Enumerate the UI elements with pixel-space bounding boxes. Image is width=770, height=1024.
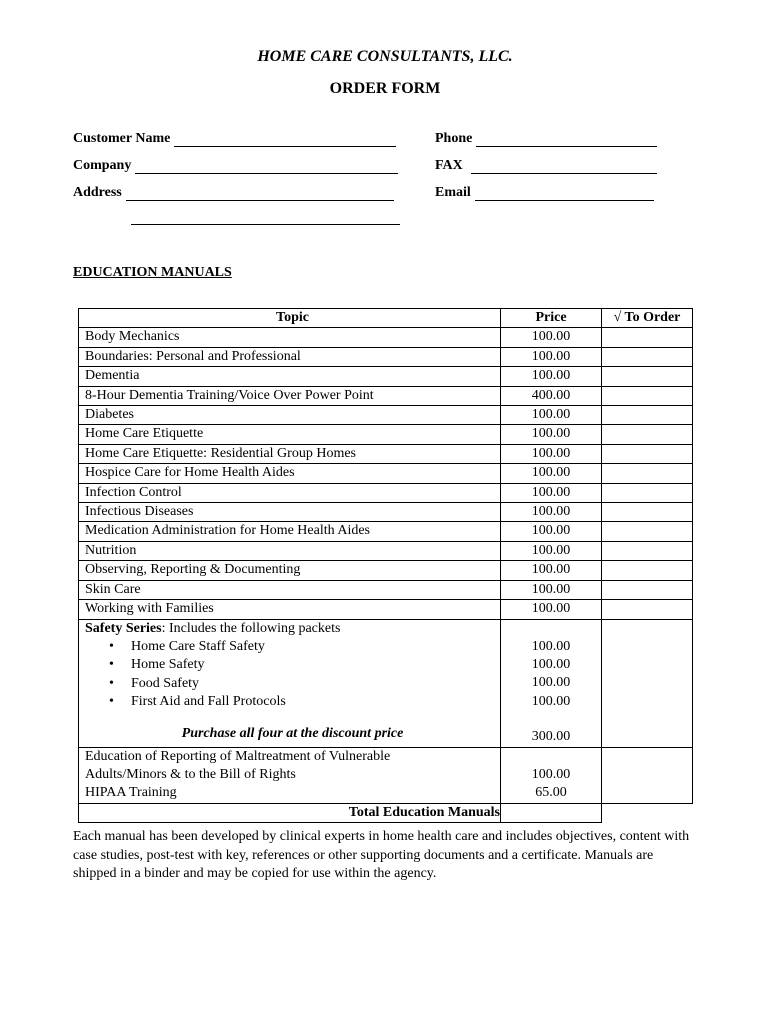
price-cell: 100.00 xyxy=(501,503,602,522)
safety-item-price: 100.00 xyxy=(531,656,571,672)
price-cell: 100.00 xyxy=(501,425,602,444)
table-row xyxy=(79,386,693,405)
fax-line[interactable] xyxy=(471,161,657,174)
topic-cell: Skin Care xyxy=(79,580,501,599)
safety-series-desc: : Includes the following packets xyxy=(161,620,341,636)
order-header xyxy=(602,309,693,328)
price-cell: 100.00 xyxy=(501,561,602,580)
order-cell[interactable] xyxy=(602,386,693,405)
price-cell: 100.00 xyxy=(501,522,602,541)
education-manuals-table xyxy=(78,308,693,823)
fax-field[interactable] xyxy=(435,158,657,174)
table-row xyxy=(79,483,693,502)
order-cell[interactable] xyxy=(602,367,693,386)
company-name: HOME CARE CONSULTANTS, LLC. xyxy=(257,48,513,65)
price-cell: 100.00 xyxy=(501,600,602,619)
maltreatment-line-1: Education of Reporting of Maltreatment of Vulnerable xyxy=(85,748,391,764)
safety-item: • Food Safety xyxy=(85,675,500,693)
order-cell[interactable] xyxy=(602,406,693,425)
topic-cell: Home Care Etiquette: Residential Group Homes xyxy=(79,444,501,463)
maltreatment-price-cell xyxy=(501,747,602,803)
price-cell: 400.00 xyxy=(501,386,602,405)
order-cell[interactable] xyxy=(602,600,693,619)
topic-cell: Working with Families xyxy=(79,600,501,619)
order-cell[interactable] xyxy=(602,747,693,803)
topic-cell: Infectious Diseases xyxy=(79,503,501,522)
topic-header: Topic xyxy=(79,309,501,328)
topic-cell: Dementia xyxy=(79,367,501,386)
price-cell: 100.00 xyxy=(501,367,602,386)
order-cell[interactable] xyxy=(602,561,693,580)
table-header-row xyxy=(79,309,693,328)
customer-name-field[interactable] xyxy=(73,131,396,147)
description-paragraph: Each manual has been developed by clinical experts in home health care and includes objectives, content with case studies, post-test with key, references or other supporting documents and a certificate. Manuals are shipped in a binder and may be copied for use within the agency. xyxy=(73,829,690,881)
order-cell[interactable] xyxy=(602,464,693,483)
address-line[interactable] xyxy=(126,188,394,201)
order-cell[interactable] xyxy=(602,328,693,347)
hipaa-price: 65.00 xyxy=(535,784,567,800)
order-cell[interactable] xyxy=(602,425,693,444)
hipaa-topic: HIPAA Training xyxy=(85,785,177,801)
table-row xyxy=(79,464,693,483)
address-line-2[interactable] xyxy=(131,224,400,225)
table-row xyxy=(79,444,693,463)
topic-cell: 8-Hour Dementia Training/Voice Over Power Point xyxy=(79,386,501,405)
spacer xyxy=(501,711,601,728)
price-cell: 100.00 xyxy=(501,580,602,599)
phone-line[interactable] xyxy=(476,134,657,147)
table-row xyxy=(79,541,693,560)
table-row xyxy=(79,503,693,522)
table-row xyxy=(79,522,693,541)
order-cell[interactable] xyxy=(602,483,693,502)
safety-series-row xyxy=(79,619,693,747)
price-cell: 100.00 xyxy=(501,541,602,560)
price-cell: 100.00 xyxy=(501,347,602,366)
order-cell[interactable] xyxy=(602,444,693,463)
safety-item: • Home Care Staff Safety xyxy=(85,638,500,656)
order-cell[interactable] xyxy=(602,619,693,747)
topic-cell: Infection Control xyxy=(79,483,501,502)
company-line[interactable] xyxy=(135,161,398,174)
safety-series-cell xyxy=(79,619,501,747)
safety-prices-cell xyxy=(501,619,602,747)
table-row xyxy=(79,347,693,366)
price-cell: 100.00 xyxy=(501,444,602,463)
order-cell[interactable] xyxy=(602,503,693,522)
topic-cell: Hospice Care for Home Health Aides xyxy=(79,464,501,483)
table-row xyxy=(79,747,693,803)
table-row xyxy=(79,328,693,347)
address-field[interactable] xyxy=(73,185,394,201)
price-header: Price xyxy=(501,309,602,328)
phone-field[interactable] xyxy=(435,131,657,147)
empty-cell xyxy=(602,803,693,822)
safety-item-price: 100.00 xyxy=(531,693,571,709)
topic-cell: Home Care Etiquette xyxy=(79,425,501,444)
spacer xyxy=(501,620,601,638)
maltreatment-line-2: Adults/Minors & to the Bill of Rights xyxy=(85,766,296,782)
topic-cell: Observing, Reporting & Documenting xyxy=(79,561,501,580)
topic-cell: Body Mechanics xyxy=(79,328,501,347)
order-cell[interactable] xyxy=(602,541,693,560)
company-field[interactable] xyxy=(73,158,398,174)
address-label: Address xyxy=(73,185,122,200)
table-row xyxy=(79,406,693,425)
table-row xyxy=(79,561,693,580)
total-row xyxy=(79,803,693,822)
table-row xyxy=(79,600,693,619)
price-cell: 100.00 xyxy=(501,406,602,425)
discount-label: Purchase all four at the discount price xyxy=(181,725,404,741)
safety-item: • Home Safety xyxy=(85,656,500,674)
safety-item: • First Aid and Fall Protocols xyxy=(85,693,500,711)
price-cell: 100.00 xyxy=(501,464,602,483)
order-header-label: √ To Order xyxy=(613,310,681,325)
maltreatment-cell xyxy=(79,747,501,803)
safety-item-price: 100.00 xyxy=(531,638,571,654)
total-label: Total Education Manuals xyxy=(79,803,501,822)
email-field[interactable] xyxy=(435,185,654,201)
phone-label: Phone xyxy=(435,131,473,146)
maltreatment-price: 100.00 xyxy=(531,766,571,782)
fax-label: FAX xyxy=(435,158,463,173)
topic-cell: Medication Administration for Home Health Aides xyxy=(79,522,501,541)
spacer xyxy=(501,748,601,766)
price-cell: 100.00 xyxy=(501,483,602,502)
total-value-cell[interactable] xyxy=(501,803,602,822)
table-row xyxy=(79,580,693,599)
discount-price: 300.00 xyxy=(531,729,571,745)
topic-cell: Boundaries: Personal and Professional xyxy=(79,347,501,366)
order-cell[interactable] xyxy=(602,347,693,366)
table-row xyxy=(79,425,693,444)
customer-name-label: Customer Name xyxy=(73,131,171,146)
email-line[interactable] xyxy=(475,188,654,201)
company-label: Company xyxy=(73,158,132,173)
spacer xyxy=(85,712,500,725)
email-label: Email xyxy=(435,185,471,200)
topic-cell: Diabetes xyxy=(79,406,501,425)
safety-series-heading xyxy=(85,620,500,638)
price-cell: 100.00 xyxy=(501,328,602,347)
order-cell[interactable] xyxy=(602,522,693,541)
topic-cell: Nutrition xyxy=(79,541,501,560)
table-row xyxy=(79,367,693,386)
section-title: EDUCATION MANUALS xyxy=(73,265,232,280)
form-title: ORDER FORM xyxy=(329,80,441,97)
order-cell[interactable] xyxy=(602,580,693,599)
customer-name-line[interactable] xyxy=(174,134,396,147)
safety-item-price: 100.00 xyxy=(531,675,571,691)
safety-series-label: Safety Series xyxy=(85,620,162,636)
